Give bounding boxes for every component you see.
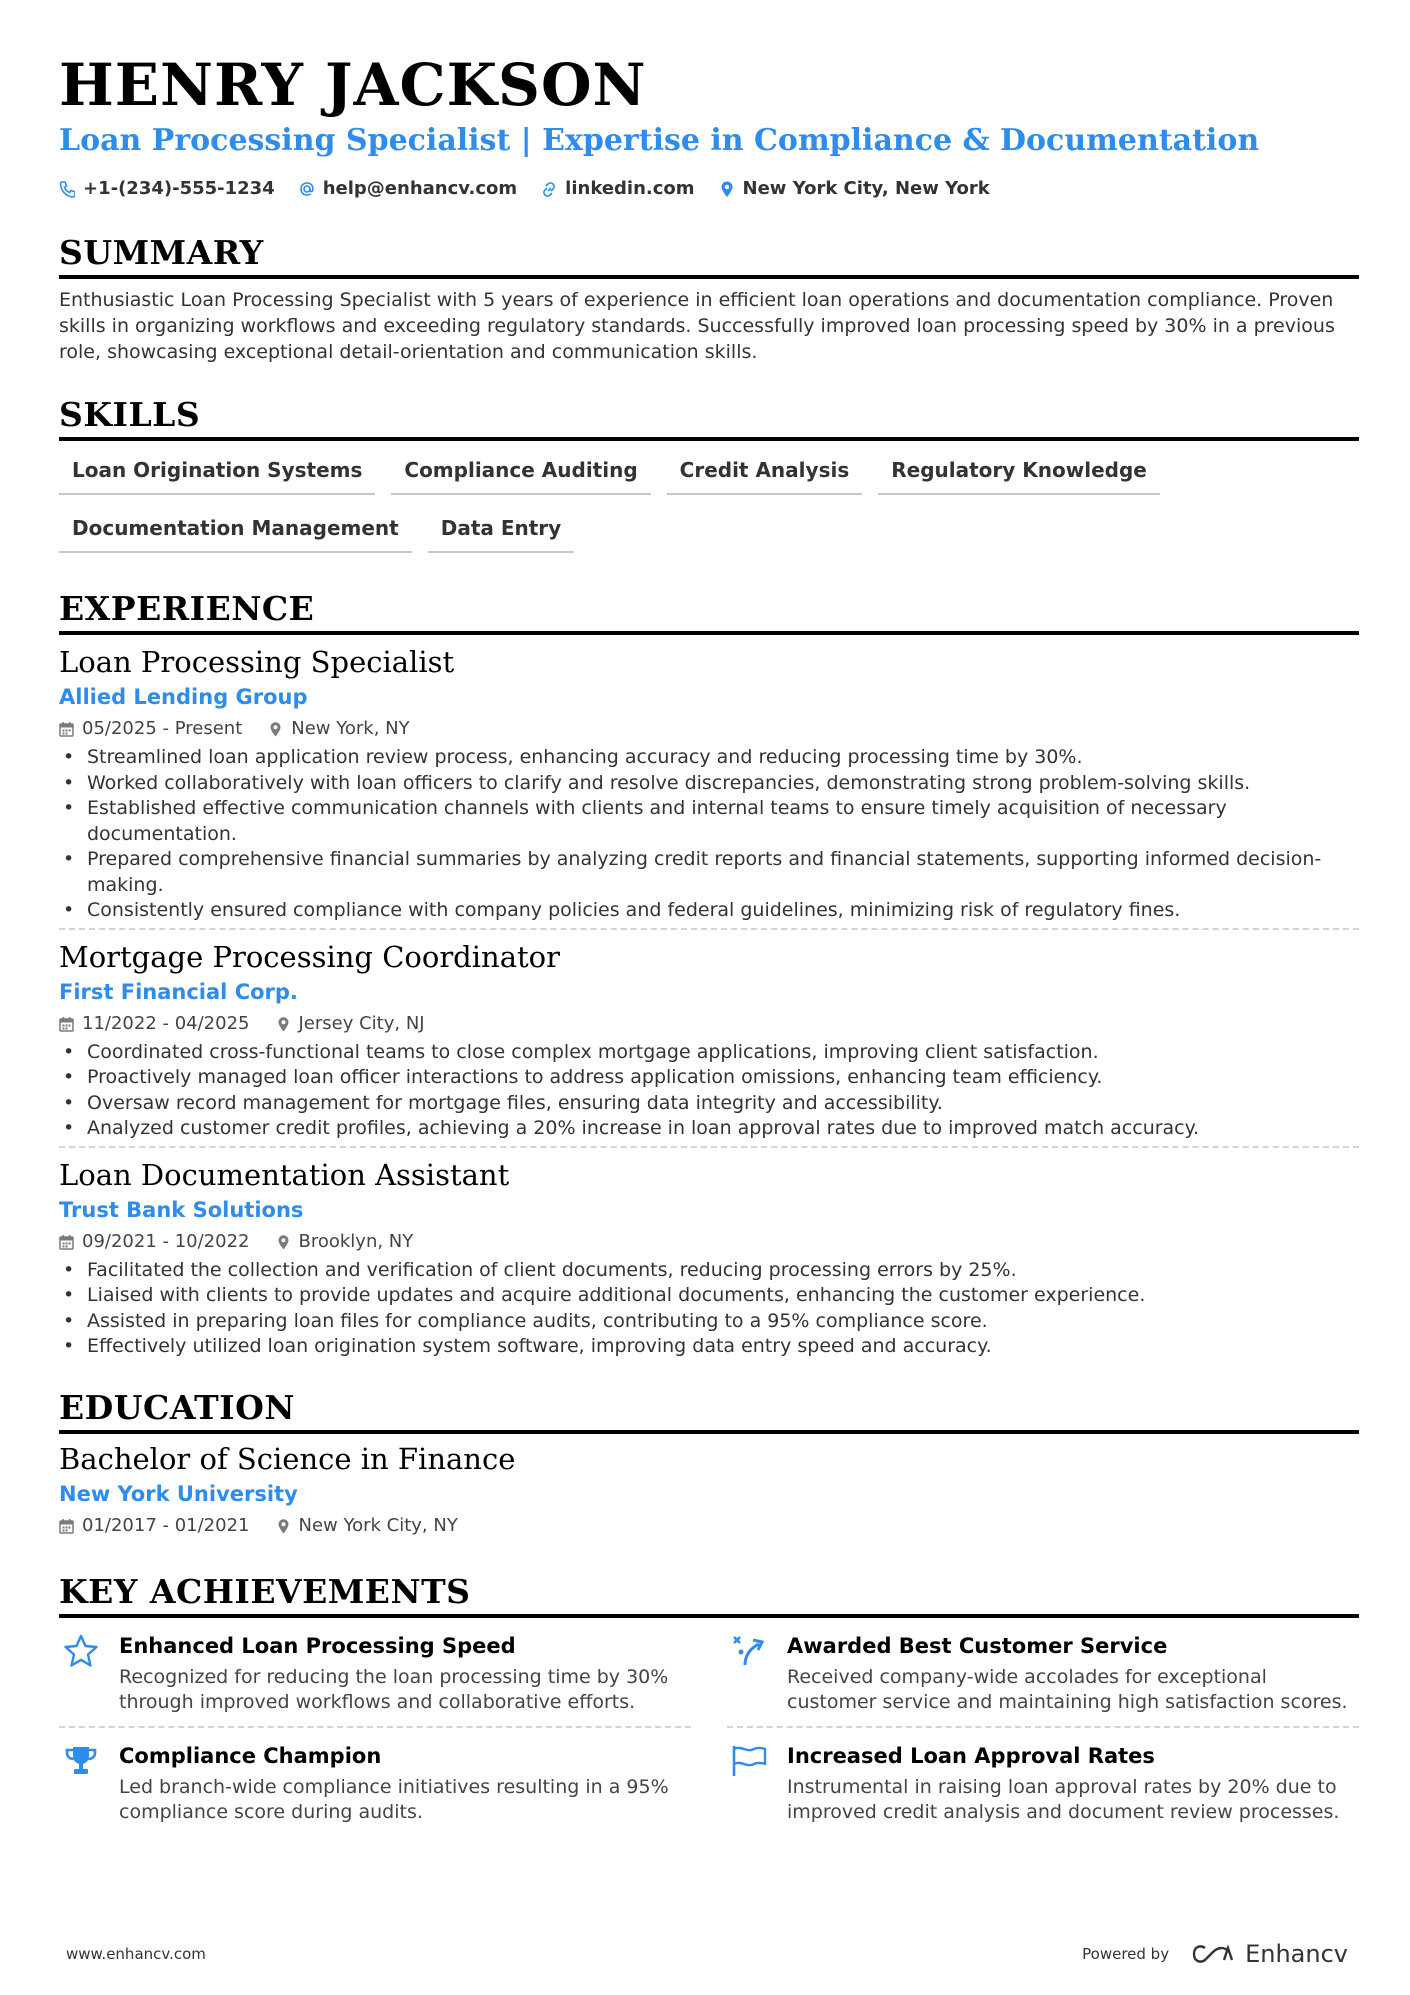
skills-title: SKILLS [59,395,1359,441]
school-name: New York University [59,1481,298,1506]
calendar-icon [59,721,74,737]
calendar-icon [59,1016,74,1032]
skills-list [59,449,1219,565]
education-meta [59,1514,1359,1538]
job-entry [59,643,1359,930]
achievement-desc: Led branch-wide compliance initiatives resulting in a 95% compliance score during audits. [119,1775,669,1823]
map-pin-icon [268,721,283,737]
contact-bar [59,178,1359,199]
at-icon [299,180,315,198]
skill-tag: Regulatory Knowledge [878,449,1160,495]
job-dates [59,717,242,741]
flag-icon [731,1744,767,1778]
education-entry [59,1440,1359,1538]
job-entry [59,938,1359,1148]
location-text: New York City, New York [742,178,990,199]
job-dates [59,1012,250,1036]
location-text: New York, NY [291,718,410,739]
resume-page [59,50,1359,1836]
bullet-item: • Coordinated cross-functional teams to close complex mortgage applications, improving client satisfaction. [59,1040,1359,1066]
skill-tag: Documentation Management [59,507,412,553]
achievements-title: KEY ACHIEVEMENTS [59,1572,1359,1618]
footer-brand [1082,1940,1348,1968]
dates-text: 01/2017 - 01/2021 [82,1514,250,1536]
bullet-item: • Facilitated the collection and verification of client documents, reducing processing errors by 25%. [59,1258,1359,1284]
bullet-item: • Consistently ensured compliance with company policies and federal guidelines, minimizing risk of regulatory fines. [59,898,1359,924]
dates-text: 09/2021 - 10/2022 [82,1230,250,1252]
achievement-title: Awarded Best Customer Service [787,1633,1168,1658]
job-title: Loan Processing Specialist [59,645,455,679]
job-meta [59,1012,1359,1036]
map-pin-icon [276,1518,291,1534]
job-location [268,717,409,741]
achievements-section [59,1572,1359,1836]
page-footer [66,1940,1348,1968]
bullet-item: • Analyzed customer credit profiles, achieving a 20% increase in loan approval rates due to improved match accuracy. [59,1116,1359,1142]
achievement-desc: Received company-wide accolades for exceptional customer service and maintaining high satisfaction scores. [787,1665,1348,1713]
experience-section [59,589,1359,1364]
company-name: Allied Lending Group [59,685,308,709]
achievement-desc: Recognized for reducing the loan processing time by 30% through improved workflows and collaborative efforts. [119,1665,669,1713]
bullet-item: • Streamlined loan application review process, enhancing accuracy and reducing processing time by 30%. [59,745,1359,771]
skill-tag: Data Entry [428,507,574,553]
candidate-name: HENRY JACKSON [59,51,647,119]
contact-linkedin[interactable] [541,178,694,199]
location-text: New York City, NY [298,1514,458,1536]
job-entry [59,1156,1359,1364]
contact-location [719,178,990,199]
email-text: help@enhancv.com [322,178,518,199]
strategy-icon [731,1634,767,1668]
footer-website[interactable]: www.enhancv.com [66,1945,206,1963]
contact-phone[interactable] [59,178,275,199]
bullet-item: • Prepared comprehensive financial summaries by analyzing credit reports and financial statements, supporting informed decision-making. [59,847,1359,898]
achievement-item [727,1742,1359,1836]
phone-icon [59,180,75,198]
linkedin-text: linkedin.com [565,178,695,199]
achievement-title: Compliance Champion [119,1743,382,1768]
bullet-item: • Effectively utilized loan origination system software, improving data entry speed and accuracy. [59,1334,1359,1360]
candidate-tagline: Loan Processing Specialist | Expertise in Compliance & Documentation [59,123,1260,158]
bullet-item: • Established effective communication channels with clients and internal teams to ensure timely acquisition of necessary documentation. [59,796,1359,847]
bullet-item: • Worked collaboratively with loan officers to clarify and resolve discrepancies, demonstrating strong problem-solving skills. [59,771,1359,797]
brand-name: Enhancv [1245,1940,1348,1968]
skill-tag: Credit Analysis [667,449,863,495]
job-location [276,1012,425,1036]
company-name: Trust Bank Solutions [59,1197,304,1222]
powered-by-text: Powered by [1082,1945,1170,1963]
job-meta [59,717,1359,741]
job-bullets [59,745,1359,924]
map-pin-icon [276,1234,291,1250]
achievement-item [59,1632,691,1728]
dates-text: 11/2022 - 04/2025 [82,1012,250,1034]
job-title: Loan Documentation Assistant [59,1157,510,1192]
bullet-item: • Assisted in preparing loan files for compliance audits, contributing to a 95% compliance score. [59,1309,1359,1335]
bullet-item: • Oversaw record management for mortgage files, ensuring data integrity and accessibility. [59,1091,1359,1117]
bullet-item: • Liaised with clients to provide updates and acquire additional documents, enhancing the customer experience. [59,1283,1359,1309]
education-section [59,1388,1359,1538]
skill-tag: Compliance Auditing [391,449,650,495]
calendar-icon [59,1518,74,1534]
phone-text: +1-(234)-555-1234 [83,178,275,199]
achievement-item [59,1742,691,1836]
job-meta [59,1230,1359,1254]
location-text: Brooklyn, NY [298,1230,414,1252]
company-name: First Financial Corp. [59,979,298,1004]
education-location [276,1514,458,1538]
link-icon [541,180,557,198]
achievement-item [727,1632,1359,1728]
location-text: Jersey City, NJ [298,1012,425,1034]
achievement-desc: Instrumental in raising loan approval rates by 20% due to improved credit analysis and document review processes. [787,1775,1340,1823]
star-icon [63,1634,99,1668]
dates-text: 05/2025 - Present [82,718,243,739]
summary-text: Enthusiastic Loan Processing Specialist with 5 years of experience in efficient loan operations and documentation compliance. Proven skills in organizing workflows and exceeding regulatory standards. Successfully improved loan processing speed by 30% in a previous role, showcasing exceptional detail-orientation and communication skills. [59,289,1335,363]
achievements-grid [59,1632,1359,1836]
enhancv-logo-icon [1191,1943,1235,1965]
summary-section [59,233,1359,365]
degree-title: Bachelor of Science in Finance [59,1441,516,1476]
achievement-title: Increased Loan Approval Rates [787,1743,1155,1768]
map-pin-icon [719,180,735,198]
education-dates [59,1514,250,1538]
skills-section [59,395,1359,565]
experience-title: EXPERIENCE [59,589,1359,635]
skill-tag: Loan Origination Systems [59,449,375,495]
education-title: EDUCATION [59,1388,1359,1434]
achievement-title: Enhanced Loan Processing Speed [119,1633,516,1658]
job-bullets [59,1040,1359,1142]
job-bullets [59,1258,1359,1360]
calendar-icon [59,1234,74,1250]
enhancv-logo[interactable] [1191,1940,1348,1968]
job-location [276,1230,414,1254]
bullet-item: • Proactively managed loan officer interactions to address application omissions, enhancing team efficiency. [59,1065,1359,1091]
map-pin-icon [276,1016,291,1032]
job-title: Mortgage Processing Coordinator [59,939,560,974]
summary-title: SUMMARY [59,233,1359,279]
contact-email[interactable] [299,178,517,199]
trophy-icon [63,1744,99,1778]
job-dates [59,1230,250,1254]
